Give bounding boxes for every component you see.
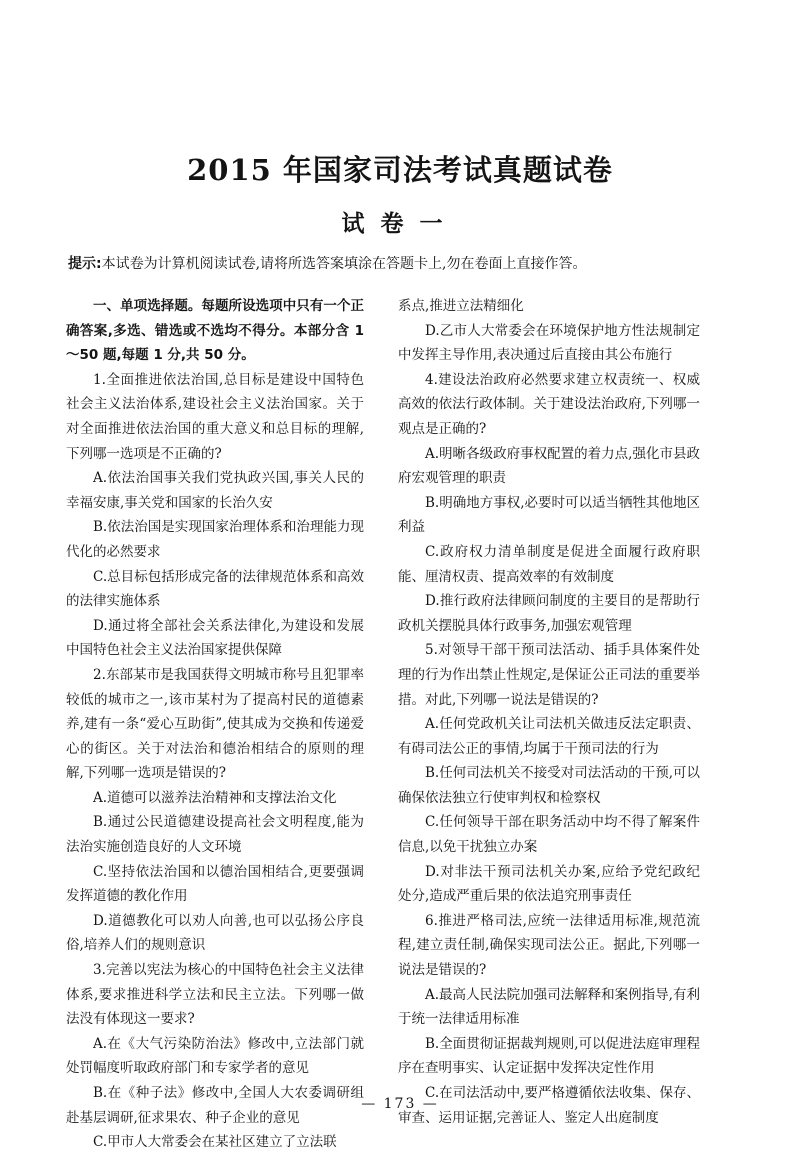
question-1-option-d: D.通过将全部社会关系法律化,为建设和发展中国特色社会主义法治国家提供保障	[66, 617, 364, 659]
question-6-option-a: A.最高人民法院加强司法解释和案例指导,有利于统一法律适用标准	[398, 986, 700, 1028]
question-5-option-b: B.任何司法机关不接受对司法活动的干预,可以确保依法独立行使审判权和检察权	[398, 765, 701, 806]
question-2-stem: 2.东部某市是我国获得文明城市称号且犯罪率较低的城市之一,该市某村为了提高村民的道德素养,建有一条“爱心互助街”,使其成为交换和传递爱心的街区。关于对法治和德治相结合的原则的理解,下列哪一选项是错误的?	[66, 666, 364, 782]
question-3-option-d: D.乙市人大常委会在环境保护地方性法规制定中发挥主导作用,表决通过后直接由其公布施行	[398, 322, 700, 364]
question-2-option-b: B.通过公民道德建设提高社会文明程度,能为法治实施创造良好的人文环境	[66, 814, 364, 856]
question-3-option-c: C.甲市人大常委会在某社区建立了立法联	[93, 1134, 337, 1151]
page-number: — 173 —	[361, 1096, 439, 1112]
question-5-option-a: A.任何党政机关让司法机关做违反法定职责、有碍司法公正的事情,均属于干预司法的行为	[398, 716, 700, 757]
question-5-option-c: C.任何领导干部在职务活动中均不得了解案件信息,以免干扰独立办案	[398, 814, 700, 856]
left-column	[66, 294, 364, 1155]
question-4-option-d: D.推行政府法律顾问制度的主要目的是帮助行政机关摆脱具体行政事务,加强宏观管理	[398, 593, 700, 634]
question-1-option-c: C.总目标包括形成完备的法律规范体系和高效的法律实施体系	[66, 568, 364, 610]
question-4-stem: 4.建设法治政府必然要求建立权责统一、权威高效的依法行政体制。关于建设法治政府,下列哪一观点是正确的?	[398, 371, 700, 437]
question-6-stem: 6.推进严格司法,应统一法律适用标准,规范流程,建立责任制,确保实现司法公正。据此,下列哪一说法是错误的?	[398, 912, 700, 979]
question-6-option-b: B.全面贯彻证据裁判规则,可以促进法庭审理程序在查明事实、认定证据中发挥决定性作用	[398, 1035, 701, 1077]
question-2-option-c: C.坚持依法治国和以德治国相结合,更要强调发挥道德的教化作用	[66, 863, 364, 905]
notice-text: 本试卷为计算机阅读试卷,请将所选答案填涂在答题卡上,勿在卷面上直接作答。	[101, 256, 587, 272]
question-2-option-a: A.道德可以滋养法治精神和支撑法治文化	[93, 789, 337, 806]
exam-notice	[68, 253, 748, 275]
section-heading: 一、单项选择题。每题所设选项中只有一个正确答案,多选、错选或不选均不得分。本部分含 1～50 题,每题 1 分,共 50 分。	[66, 298, 364, 364]
question-1-option-b: B.依法治国是实现国家治理体系和治理能力现代化的必然要求	[66, 519, 364, 560]
question-4-option-c: C.政府权力清单制度是促进全面履行政府职能、厘清权责、提高效率的有效制度	[398, 543, 700, 585]
question-5-option-d: D.对非法干预司法机关办案,应给予党纪政纪处分,造成严重后果的依法追究刑事责任	[398, 863, 700, 905]
question-4-option-b: B.明确地方事权,必要时可以适当牺牲其他地区利益	[398, 494, 701, 536]
right-column	[398, 294, 700, 1130]
question-3-option-b: B.在《种子法》修改中,全国人大农委调研组赴基层调研,征求果农、种子企业的意见	[66, 1085, 364, 1126]
question-4-option-a: A.明晰各级政府事权配置的着力点,强化市县政府宏观管理的职责	[398, 445, 700, 487]
question-3-option-c-continued: 系点,推进立法精细化	[398, 298, 524, 314]
question-3-option-a: A.在《大气污染防治法》修改中,立法部门就处罚幅度听取政府部门和专家学者的意见	[66, 1035, 364, 1077]
question-6-option-c: C.在司法活动中,要严格遵循依法收集、保存、审查、运用证据,完善证人、鉴定人出庭制度	[398, 1085, 700, 1126]
question-3-stem: 3.完善以宪法为核心的中国特色社会主义法律体系,要求推进科学立法和民主立法。下列哪一做法没有体现这一要求?	[66, 962, 364, 1028]
exam-title: 2015 年国家司法考试真题试卷	[187, 153, 613, 187]
paper-subtitle: 试卷一	[341, 211, 459, 237]
question-1-stem: 1.全面推进依法治国,总目标是建设中国特色社会主义法治体系,建设社会主义法治国家。关于对全面推进依法治国的重大意义和总目标的理解,下列哪一选项是不正确的?	[66, 371, 364, 462]
question-2-option-d: D.道德教化可以劝人向善,也可以弘扬公序良俗,培养人们的规则意识	[66, 912, 364, 954]
question-5-stem: 5.对领导干部干预司法活动、插手具体案件处理的行为作出禁止性规定,是保证公正司法的重要举措。对此,下列哪一说法是错误的?	[398, 642, 700, 708]
notice-label: 提示:	[68, 256, 102, 272]
question-1-option-a: A.依法治国事关我们党执政兴国,事关人民的幸福安康,事关党和国家的长治久安	[66, 470, 364, 511]
